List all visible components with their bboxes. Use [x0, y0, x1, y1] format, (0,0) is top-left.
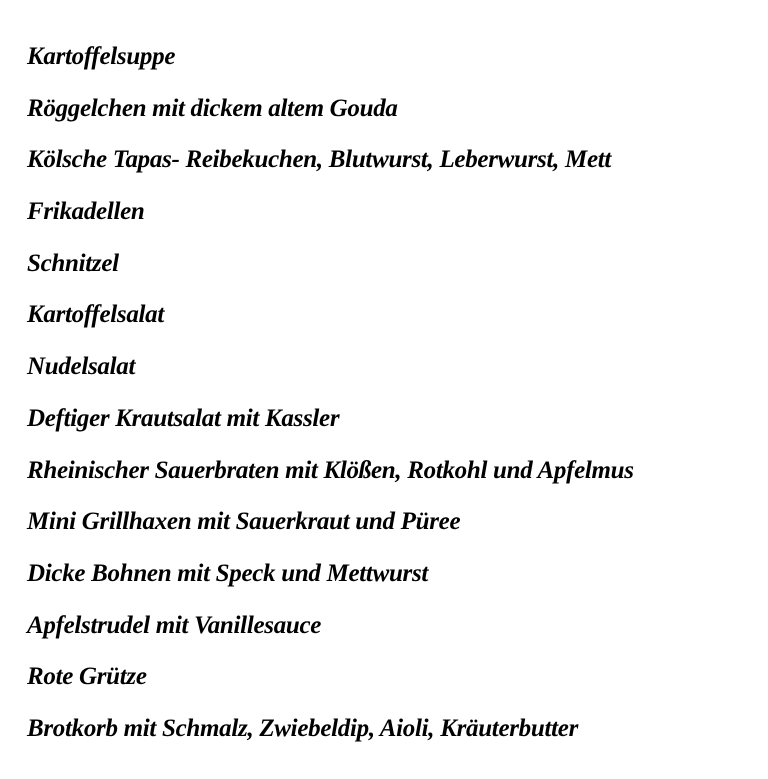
menu-item-frikadellen: Frikadellen [27, 198, 145, 226]
menu-item-roeggelchen: Röggelchen mit dickem altem Gouda [27, 94, 398, 122]
menu-item-brotkorb: Brotkorb mit Schmalz, Zwiebeldip, Aioli, Kräuterbutter [27, 714, 579, 742]
menu-item-kartoffelsuppe: Kartoffelsuppe [27, 43, 176, 70]
menu-item-krautsalat: Deftiger Krautsalat mit Kassler [27, 404, 340, 432]
menu-item-sauerbraten: Rheinischer Sauerbraten mit Klößen, Rotkohl und Apfelmus [27, 456, 634, 484]
menu-list [27, 42, 762, 766]
menu-item-kartoffelsalat: Kartoffelsalat [27, 301, 165, 329]
menu-item-grillhaxen: Mini Grillhaxen mit Sauerkraut und Püree [27, 508, 461, 536]
menu-item-apfelstrudel: Apfelstrudel mit Vanillesauce [27, 611, 322, 639]
menu-item-koelsche-tapas: Kölsche Tapas- Reibekuchen, Blutwurst, Leberwurst, Mett [27, 146, 612, 174]
menu-item-rote-gruetze: Rote Grütze [27, 663, 147, 691]
menu-item-nudelsalat: Nudelsalat [27, 353, 136, 381]
menu-item-schnitzel: Schnitzel [27, 249, 119, 277]
menu-item-dicke-bohnen: Dicke Bohnen mit Speck und Mettwurst [27, 559, 429, 587]
